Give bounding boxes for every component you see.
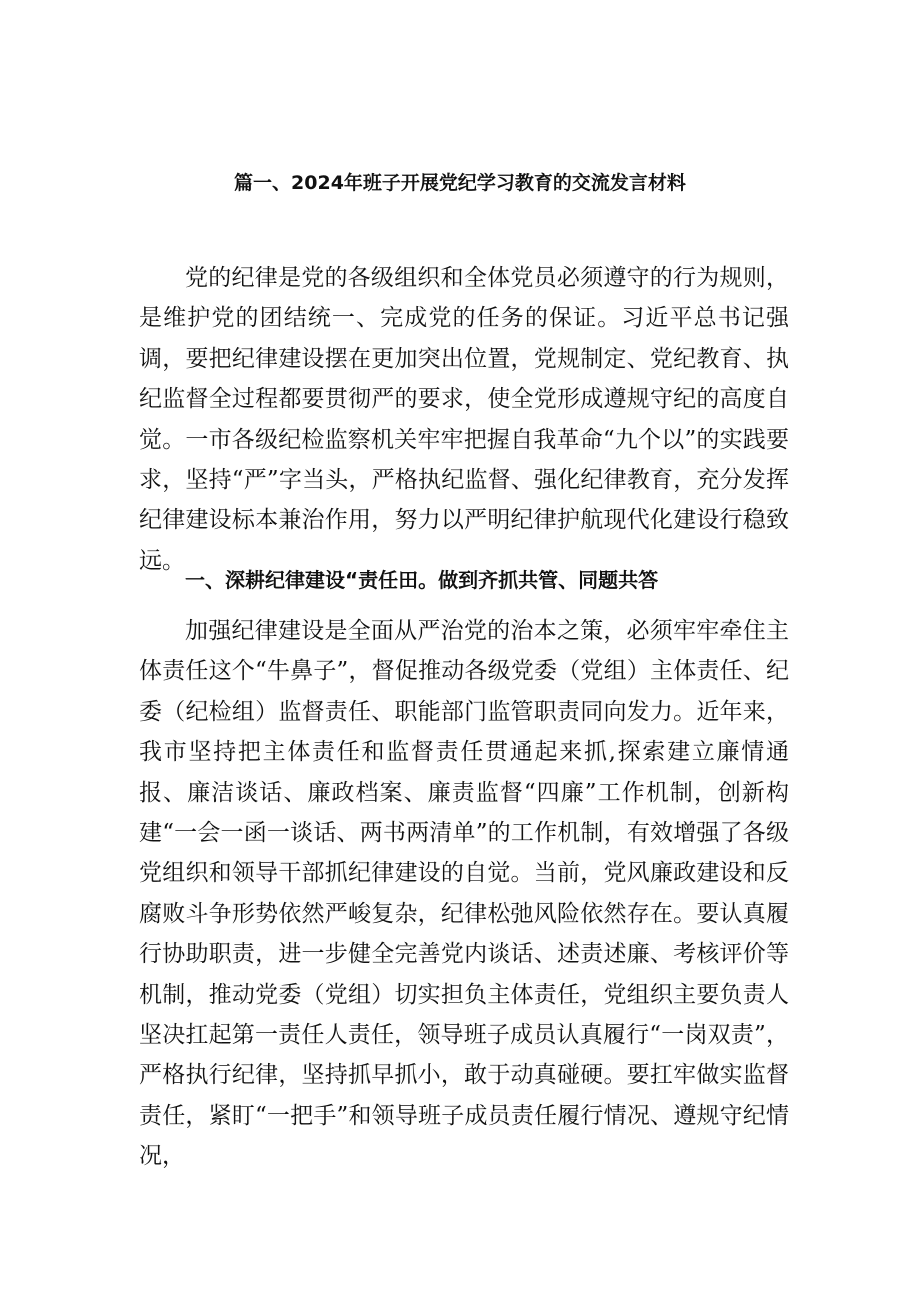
section-paragraph: 加强纪律建设是全面从严治党的治本之策，必须牢牢牵住主体责任这个“牛鼻子”，督促推动各级党委（党组）主体责任、纪委（纪检组）监督责任、职能部门监管职责同向发力。近年来，我市坚持把主体责任和监督责任贯通起来抓,探索建立廉情通报、廉洁谈话、廉政档案、廉责监督“四廉”工作机制，创新构建“一会一函一谈话、两书两清单”的工作机制，有效增强了各级党组织和领导干部抓纪律建设的自觉。当前，党风廉政建设和反腐败斗争形势依然严峻复杂，纪律松弛风险依然存在。要认真履行协助职责，进一步健全完善党内谈话、述责述廉、考核评价等机制，推动党委（党组）切实担负主体责任，党组织主要负责人坚决扛起第一责任人责任，领导班子成员认真履行“一岗双责”，严格执行纪律，坚持抓早抓小，敢于动真碰硬。要扛牢做实监督责任，紧盯“一把手”和领导班子成员责任履行情况、遵规守纪情况， bbox=[139, 618, 789, 1170]
section-heading: 一、深耕纪律建设“责任田。做到齐抓共管、同题共答 bbox=[185, 568, 659, 592]
intro-paragraph: 党的纪律是党的各级组织和全体党员必须遵守的行为规则，是维护党的团结统一、完成党的任务的保证。习近平总书记强调，要把纪律建设摆在更加突出位置，党规制定、党纪教育、执纪监督全过程都要贯彻严的要求，使全党形成遵规守纪的高度自觉。一市各级纪检监察机关牢牢把握自我革命“九个以”的实践要求，坚持“严”字当头，严格执纪监督、强化纪律教育，充分发挥纪律建设标本兼治作用，努力以严明纪律护航现代化建设行稳致远。 bbox=[139, 265, 789, 574]
document-title: 篇一、2024年班子开展党纪学习教育的交流发言材料 bbox=[234, 172, 686, 194]
